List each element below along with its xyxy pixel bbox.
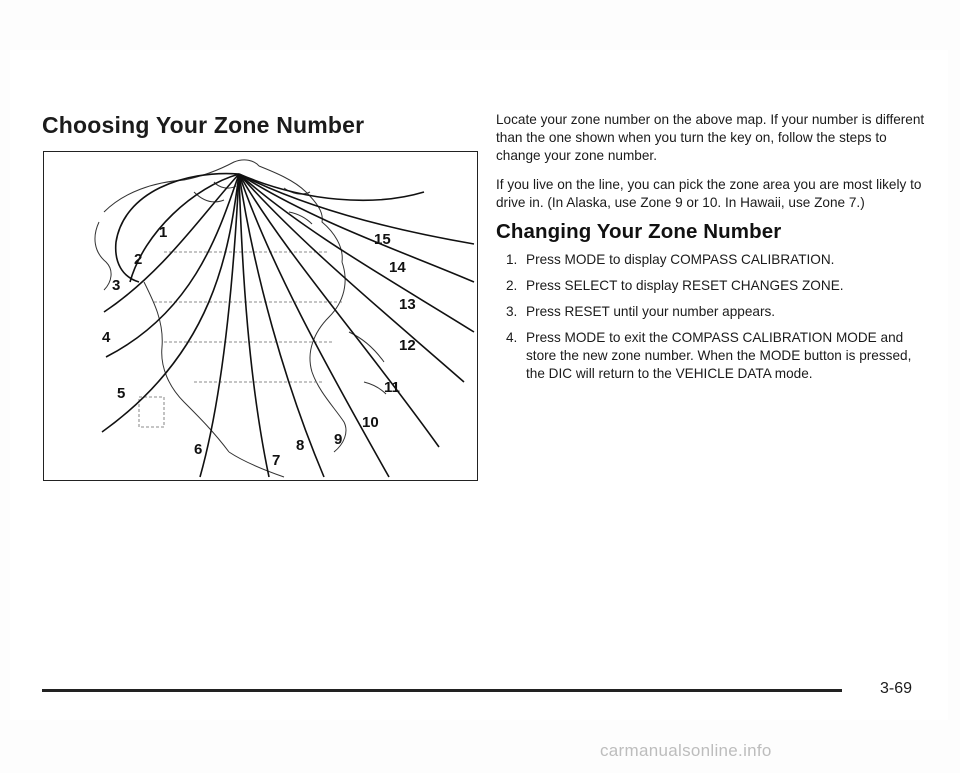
zone-label-2: 2 <box>134 251 143 268</box>
zone-label-11: 11 <box>384 379 400 396</box>
step-text: Press RESET until your number appears. <box>526 304 776 319</box>
zone-label-3: 3 <box>112 277 121 294</box>
step-number: 2. <box>506 278 518 293</box>
zone-label-7: 7 <box>272 452 281 469</box>
zone-label-15: 15 <box>374 231 391 248</box>
zone-map-drawing <box>44 152 478 481</box>
zone-label-13: 13 <box>399 296 416 313</box>
step-item <box>496 303 928 321</box>
watermark: carmanualsonline.info <box>600 741 772 760</box>
zone-label-1: 1 <box>159 224 168 241</box>
right-column <box>496 111 928 391</box>
step-item <box>496 277 928 295</box>
line-note-paragraph: If you live on the line, you can pick the zone area you are most likely to drive in. (In Alaska, use Zone 9 or 10. In Hawaii, use Zone 7.) <box>496 177 922 210</box>
changing-zone-heading: Changing Your Zone Number <box>496 220 782 243</box>
zone-label-5: 5 <box>117 385 126 402</box>
step-text: Press SELECT to display RESET CHANGES ZONE. <box>526 278 844 293</box>
page-number: 3-69 <box>880 680 913 697</box>
zone-label-10: 10 <box>362 414 379 431</box>
step-text: Press MODE to exit the COMPASS CALIBRATION MODE and store the new zone number. When the MODE button is pressed, the DIC will return to the VEHICLE DATA mode. <box>526 330 912 381</box>
intro-paragraph: Locate your zone number on the above map. If your number is different than the one shown when you turn the key on, follow the steps to change your zone number. <box>496 112 925 163</box>
zone-label-4: 4 <box>102 329 111 346</box>
step-item <box>496 329 928 383</box>
step-text: Press MODE to display COMPASS CALIBRATION. <box>526 252 835 267</box>
step-number: 1. <box>506 252 518 267</box>
zone-map <box>43 151 478 481</box>
zone-label-6: 6 <box>194 441 203 458</box>
zone-lines <box>102 174 474 477</box>
zone-label-8: 8 <box>296 437 305 454</box>
zone-label-9: 9 <box>334 431 343 448</box>
steps-list <box>496 251 928 383</box>
step-number: 3. <box>506 304 518 319</box>
step-number: 4. <box>506 330 518 345</box>
zone-label-12: 12 <box>399 337 416 354</box>
footer-rule <box>42 689 842 692</box>
step-item <box>496 251 928 269</box>
left-heading: Choosing Your Zone Number <box>42 112 365 138</box>
zone-label-14: 14 <box>389 259 406 276</box>
